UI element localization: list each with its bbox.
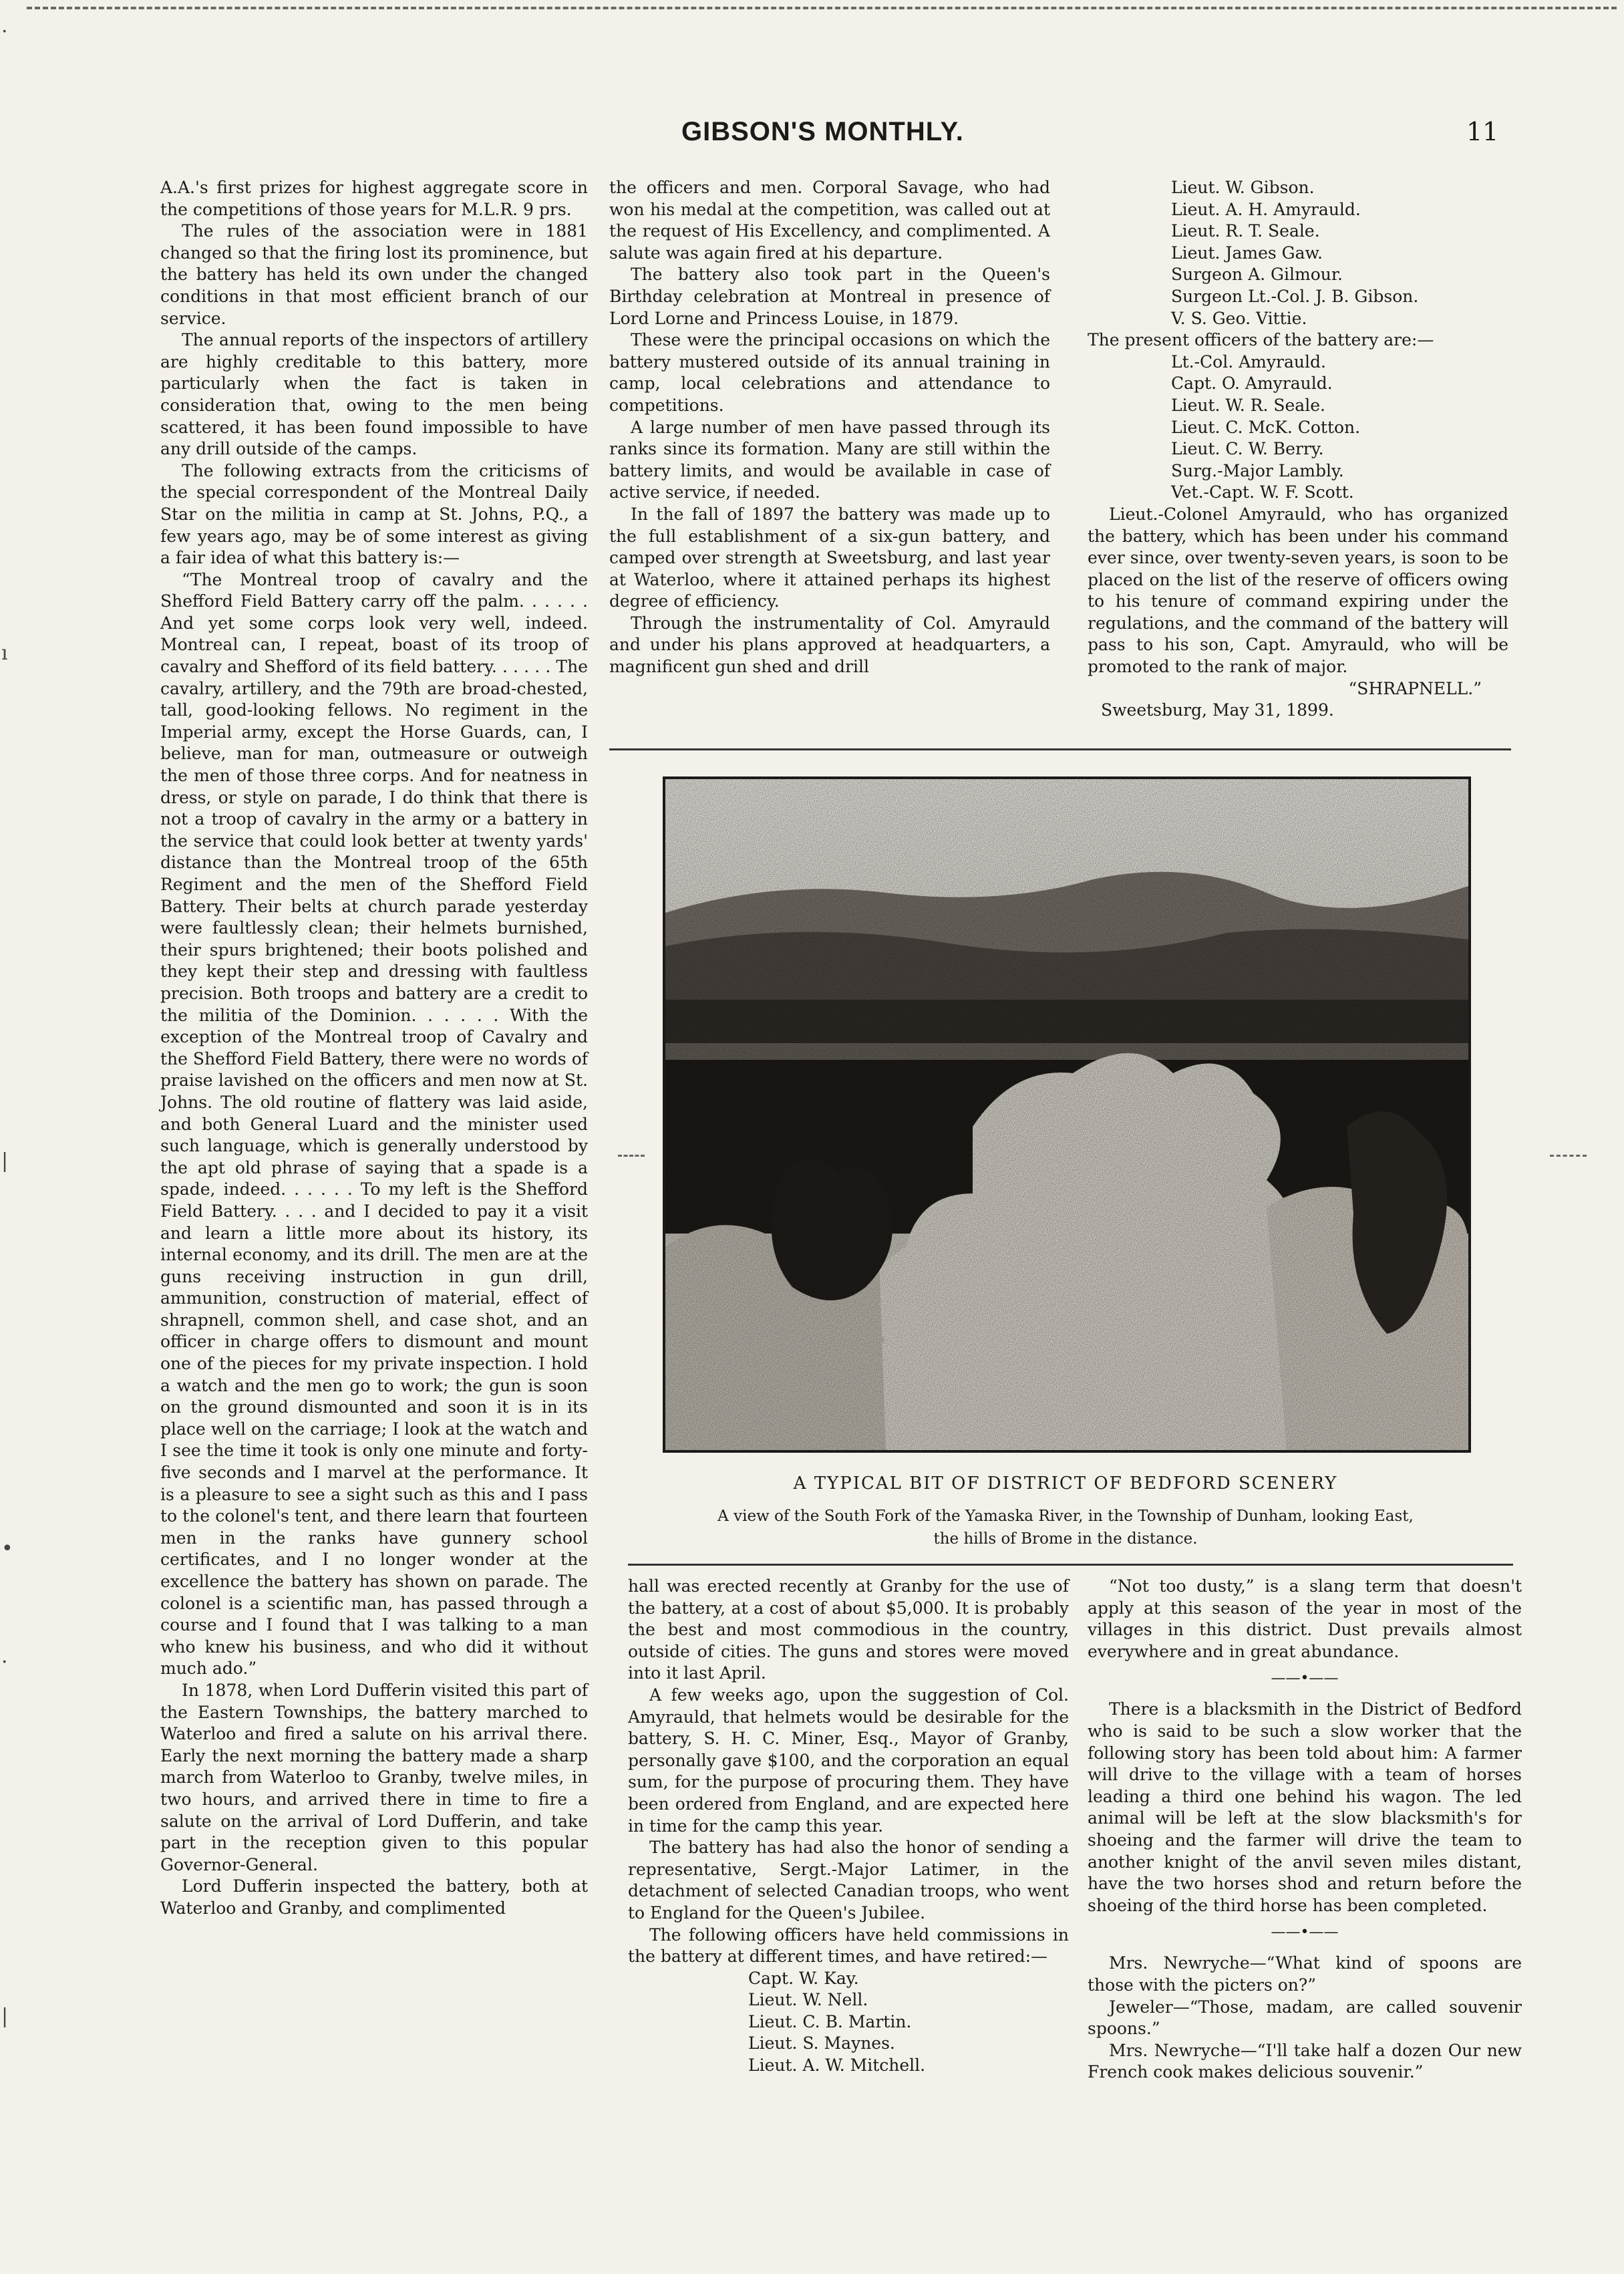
list-item: Surgeon A. Gilmour.: [1171, 265, 1343, 285]
scenery-photograph: [663, 776, 1471, 1453]
page-title: GIBSON'S MONTHLY.: [681, 117, 964, 146]
paragraph: Mrs. Newryche—“I'll take half a dozen Our new French cook makes delicious souvenir.”: [1088, 2040, 1522, 2082]
margin-dashes: [1550, 1155, 1587, 1157]
divider-ornament: ——•——: [1271, 1670, 1339, 1687]
dateline: Sweetsburg, May 31, 1899.: [1101, 700, 1334, 720]
article-column-2: [609, 177, 1050, 678]
list-item: Lieut. R. T. Seale.: [1171, 221, 1320, 241]
paragraph: The following officers have held commissions in the battery at different times, and have retired:—: [628, 1925, 1069, 1967]
section-rule: [609, 748, 1511, 750]
margin-dashes: [618, 1155, 645, 1157]
retired-officers-list: [628, 1968, 1069, 2077]
paragraph: The battery has had also the honor of sending a representative, Sergt.-Major Latimer, in the detachment of selected Canadian troops, who went to England for the Queen's Jubilee.: [628, 1838, 1069, 1923]
list-item: Vet.-Capt. W. F. Scott.: [1171, 482, 1354, 503]
margin-mark: •: [1, 1537, 13, 1560]
present-officers-list: [1088, 351, 1508, 504]
paragraph: A.A.'s first prizes for highest aggregate score in the competitions of those years for M.L.R. 9 prs.: [160, 178, 588, 219]
present-officers-intro: The present officers of the battery are:—: [1088, 330, 1434, 350]
margin-mark: ·: [1, 1651, 8, 1674]
paragraph: A large number of men have passed through its ranks since its formation. Many are still within the battery limits, and would be available in case of active service, if needed.: [609, 417, 1050, 503]
list-item: Surg.-Major Lambly.: [1171, 460, 1344, 480]
list-item: Lieut. S. Maynes.: [748, 2033, 895, 2053]
section-rule: [628, 1564, 1513, 1566]
list-item: Lieut. W. Nell.: [748, 1990, 868, 2010]
list-item: Surgeon Lt.-Col. J. B. Gibson.: [1171, 286, 1419, 306]
list-item: Capt. W. Kay.: [748, 1968, 859, 1988]
list-item: Lieut. C. B. Martin.: [748, 2011, 912, 2031]
photo-caption-line: A view of the South Fork of the Yamaska River, in the Township of Dunham, looking East,: [717, 1508, 1414, 1525]
list-item: Lieut. A. W. Mitchell.: [748, 2055, 926, 2076]
photo-caption-line: the hills of Brome in the distance.: [933, 1530, 1198, 1548]
list-item: Lieut. C. McK. Cotton.: [1171, 417, 1361, 437]
margin-mark: ·: [1, 20, 8, 43]
article-column-3: [1088, 177, 1508, 722]
list-item: Lt.-Col. Amyrauld.: [1171, 351, 1326, 372]
list-item: Lieut. W. Gibson.: [1171, 178, 1315, 197]
article-column-4: [628, 1576, 1069, 2077]
paragraph: In 1878, when Lord Dufferin visited this part of the Eastern Townships, the battery marched to Waterloo and fired a salute on his arrival there. Early the next morning the battery made a sharp march from Waterloo to Granby, twelve miles, in two hours, and arrived there in time to fire a salute on the arrival of Lord Dufferin, and take part in the reception given to this popular Governor-General.: [160, 1680, 588, 1874]
article-column-5: [1088, 1576, 1522, 2084]
signature: “SHRAPNELL.”: [1348, 678, 1482, 698]
divider-ornament: ——•——: [1271, 1924, 1339, 1941]
list-item: V. S. Geo. Vittie.: [1171, 308, 1307, 328]
paragraph: Lieut.-Colonel Amyrauld, who has organized the battery, which has been under his command ever since, over twenty-seven years, is soon to be placed on the list of the reserve of officers owing to his tenure of command expiring under the regulations, and the command of the battery will pass to his son, Capt. Amyrauld, who will be promoted to the rank of major.: [1088, 504, 1508, 677]
paragraph: The following extracts from the criticisms of the special correspondent of the Montreal Daily Star on the militia in camp at St. Johns, P.Q., a few years ago, may be of some interest as giving a fair idea of what this battery is:—: [160, 460, 588, 568]
page-number: 11: [1466, 117, 1499, 146]
paragraph: The battery also took part in the Queen's Birthday celebration at Montreal in presence of Lord Lorne and Princess Louise, in 1879.: [609, 265, 1050, 328]
margin-mark: |: [1, 2005, 9, 2028]
page-header: [0, 117, 1624, 157]
paragraph: The rules of the association were in 1881 changed so that the firing lost its prominence, but the battery has held its own under the changed conditions in that most efficient branch of our service.: [160, 221, 588, 328]
list-item: Lieut. C. W. Berry.: [1171, 439, 1324, 459]
paragraph: Lord Dufferin inspected the battery, both at Waterloo and Granby, and complimented: [160, 1876, 588, 1918]
paragraph: Mrs. Newryche—“What kind of spoons are those with the picters on?”: [1088, 1953, 1522, 1995]
photo-caption-title: A TYPICAL BIT OF DISTRICT OF BEDFORD SCENERY: [793, 1473, 1338, 1494]
paragraph: A few weeks ago, upon the suggestion of Col. Amyrauld, that helmets would be desirable for the battery, S. H. C. Miner, Esq., Mayor of Granby, personally gave $100, and the corporation an equal sum, for the purpose of procuring them. They have been ordered from England, and are expected here in time for the camp this year.: [628, 1685, 1069, 1836]
paragraph: Jeweler—“Those, madam, are called souvenir spoons.”: [1088, 1997, 1522, 2039]
margin-mark: |: [1, 1149, 9, 1173]
former-officers-list: [1088, 177, 1508, 329]
list-item: Lieut. James Gaw.: [1171, 243, 1323, 263]
list-item: Lieut. A. H. Amyrauld.: [1171, 199, 1361, 219]
quotation-paragraph: “The Montreal troop of cavalry and the Shefford Field Battery carry off the palm. . . . . . And yet some corps look very well, indeed. Montreal can, I repeat, boast of its troop of cavalry and Shefford of its field battery. . . . . . The cavalry, artillery, and the 79th are broad-chested, tall, good-looking fellows. No regiment in the Imperial army, except the Horse Guards, can, I believe, man for man, outmeasure or outweigh the men of those three corps. And for neatness in dress, or style on parade, I do think that there is not a troop of cavalry in the army or a battery in the service that could look better at twenty yards' distance than the Montreal troop of the 65th Regiment and the men of the Shefford Field Battery. Their belts at church parade yesterday were faultlessly clean; their helmets burnished, their spurs brightened; their boots polished and they kept their step and dressing with faultless precision. Both troops and battery are a credit to the militia of the Dominion. . . . . . With the exception of the Montreal troop of Cavalry and the Shefford Field Battery, there were no words of praise lavished on the officers and men now at St. Johns. The old routine of flattery was laid aside, and both General Luard and the minister used such language, which is generally understood by the apt old phrase of saying that a spade is a spade, indeed. . . . . . To my left is the Shefford Field Battery. . . . and I decided to pay it a visit and learn a little more about its history, its internal economy, and its drill. The men are at the guns receiving instruction in gun drill, ammunition, construction of material, effect of shrapnell, common shell, and case shot, and an officer in charge offers to dismount and mount one of the pieces for my private inspection. I hold a watch and the men go to work; the gun is soon on the ground dismounted and soon it is in its place well on the carriage; I look at the watch and I see the time it took is only one minute and forty-five seconds and I marvel at the performance. It is a pleasure to see a sight such as this and I pass to the colonel's tent, and there learn that fourteen men in the ranks have gunnery school certificates, and I no longer wonder at the excellence the battery has shown on parade. The colonel is a scientific man, has passed through a course and I found that I was talking to a man who knew his business, and who did it without much ado.”: [160, 569, 588, 1679]
paragraph: The annual reports of the inspectors of artillery are highly creditable to this battery, more particularly when the fact is taken in consideration that, owing to the men being scattered, it has been found impossible to have any drill outside of the camps.: [160, 330, 588, 459]
photo-caption: [641, 1505, 1490, 1550]
top-border-rule: [27, 7, 1617, 9]
paragraph: “Not too dusty,” is a slang term that doesn't apply at this season of the year in most of the villages in this district. Dust prevails almost everywhere and in great abundance.: [1088, 1576, 1522, 1661]
photo-illustration: [665, 779, 1468, 1450]
paragraph: Through the instrumentality of Col. Amyrauld and under his plans approved at headquarters, a magnificent gun shed and drill: [609, 613, 1050, 677]
list-item: Lieut. W. R. Seale.: [1171, 395, 1325, 415]
list-item: Capt. O. Amyrauld.: [1171, 374, 1333, 394]
paragraph: hall was erected recently at Granby for the use of the battery, at a cost of about $5,000. It is probably the best and most commodious in the country, outside of cities. The guns and stores were moved into it last April.: [628, 1576, 1069, 1683]
article-column-1: [160, 177, 588, 1920]
margin-mark: ı: [1, 642, 8, 665]
paragraph: In the fall of 1897 the battery was made up to the full establishment of a six-gun battery, and camped over strength at Sweetsburg, and last year at Waterloo, where it attained perhaps its highest degree of efficiency.: [609, 504, 1050, 611]
paragraph: These were the principal occasions on which the battery mustered outside of its annual training in camp, local celebrations and attendance to competitions.: [609, 330, 1050, 415]
paragraph: the officers and men. Corporal Savage, who had won his medal at the competition, was called out at the request of His Excellency, and complimented. A salute was again fired at his departure.: [609, 178, 1050, 263]
paragraph: There is a blacksmith in the District of Bedford who is said to be such a slow worker that the following story has been told about him: A farmer will drive to the village with a team of horses leading a third one behind his wagon. The led animal will be left at the slow blacksmith's for shoeing and the farmer will drive the team to another knight of the anvil seven miles distant, have the two horses shod and return before the shoeing of the third horse has been completed.: [1088, 1699, 1522, 1915]
